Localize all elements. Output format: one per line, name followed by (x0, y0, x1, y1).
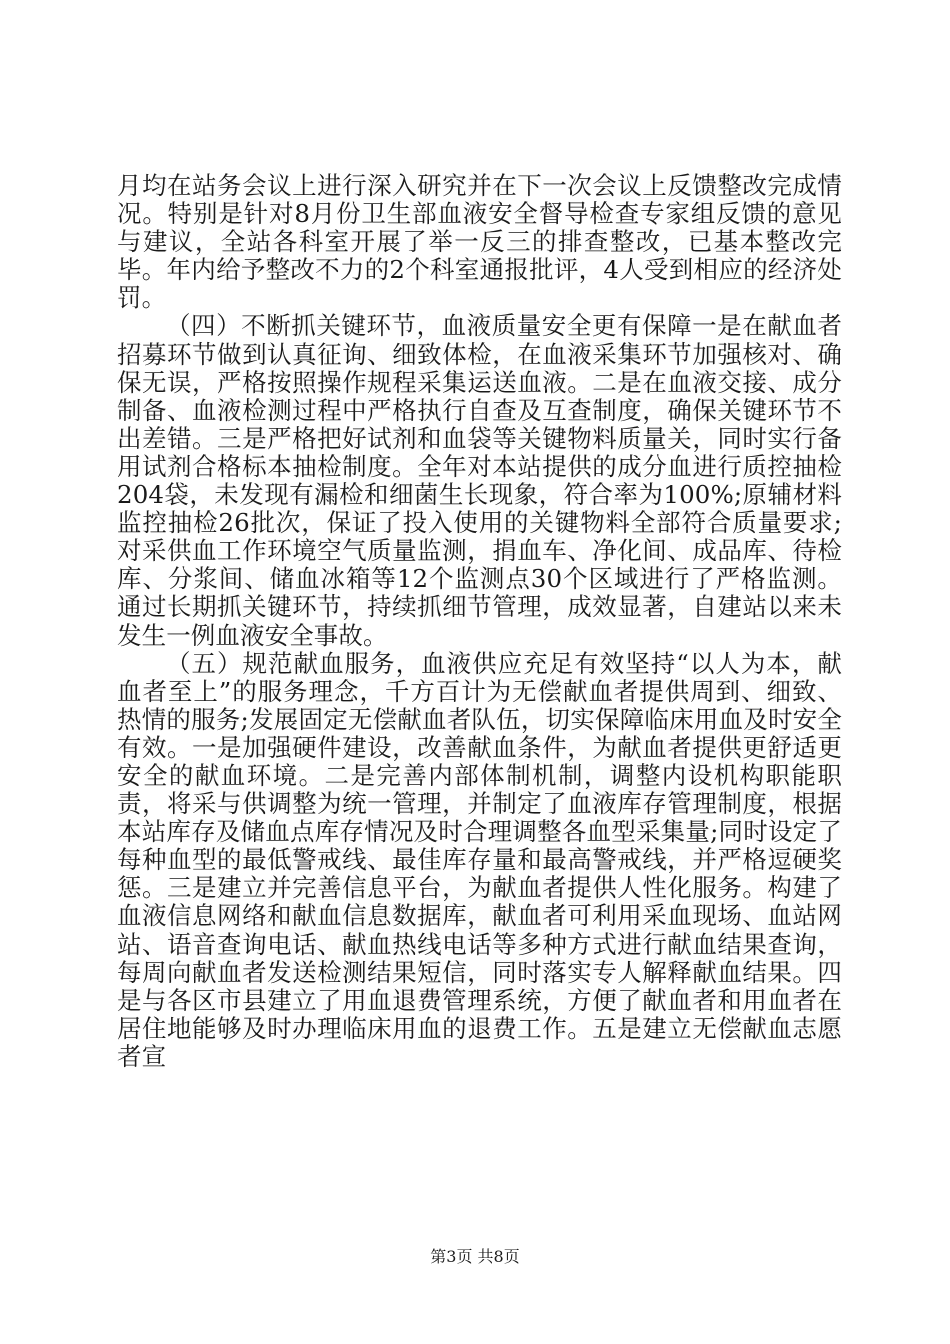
paragraph-continuation: 月均在站务会议上进行深入研究并在下一次会议上反馈整改完成情况。特别是针对8月份卫生部血液安全督导检查专家组反馈的意见与建议，全站各科室开展了举一反三的排查整改，已基本整改完毕。年内给予整改不力的2个科室通报批评，4人受到相应的经济处罚。 (117, 171, 842, 313)
document-body (117, 172, 842, 1071)
paragraph-section-five: （五）规范献血服务，血液供应充足有效坚持“以人为本，献血者至上”的服务理念，千方百计为无偿献血者提供周到、细致、热情的服务;发展固定无偿献血者队伍，切实保障临床用血及时安全有效。一是加强硬件建设，改善献血条件，为献血者提供更舒适更安全的献血环境。二是完善内部体制机制，调整内设机构职能职责，将采与供调整为统一管理，并制定了血液库存管理制度，根据本站库存及储血点库存情况及时合理调整各血型采集量;同时设定了每种血型的最低警戒线、最佳库存量和最高警戒线，并严格逗硬奖惩。三是建立并完善信息平台，为献血者提供人性化服务。构建了血液信息网络和献血信息数据库，献血者可利用采血现场、血站网站、语音查询电话、献血热线电话等多种方式进行献血结果查询，每周向献血者发送检测结果短信，同时落实专人解释献血结果。四是与各区市县建立了用血退费管理系统，方便了献血者和用血者在居住地能够及时办理临床用血的退费工作。五是建立无偿献血志愿者宣 (117, 648, 842, 1071)
page-number-label: 第3页 共8页 (430, 1247, 520, 1266)
paragraph-section-four: （四）不断抓关键环节，血液质量安全更有保障一是在献血者招募环节做到认真征询、细致体检，在血液采集环节加强核对、确保无误，严格按照操作规程采集运送血液。二是在血液交接、成分制备、血液检测过程中严格执行自查及互查制度，确保关键环节不出差错。三是严格把好试剂和血袋等关键物料质量关，同时实行备用试剂合格标本抽检制度。全年对本站提供的成分血进行质控抽检204袋，未发现有漏检和细菌生长现象，符合率为100%;原辅材料监控抽检26批次，保证了投入使用的关键物料全部符合质量要求;对采供血工作环境空气质量监测，捐血车、净化间、成品库、待检库、分浆间、储血冰箱等12个监测点30个区域进行了严格监测。通过长期抓关键环节，持续抓细节管理，成效显著，自建站以来未发生一例血液安全事故。 (117, 311, 842, 650)
page-footer (0, 1247, 950, 1267)
